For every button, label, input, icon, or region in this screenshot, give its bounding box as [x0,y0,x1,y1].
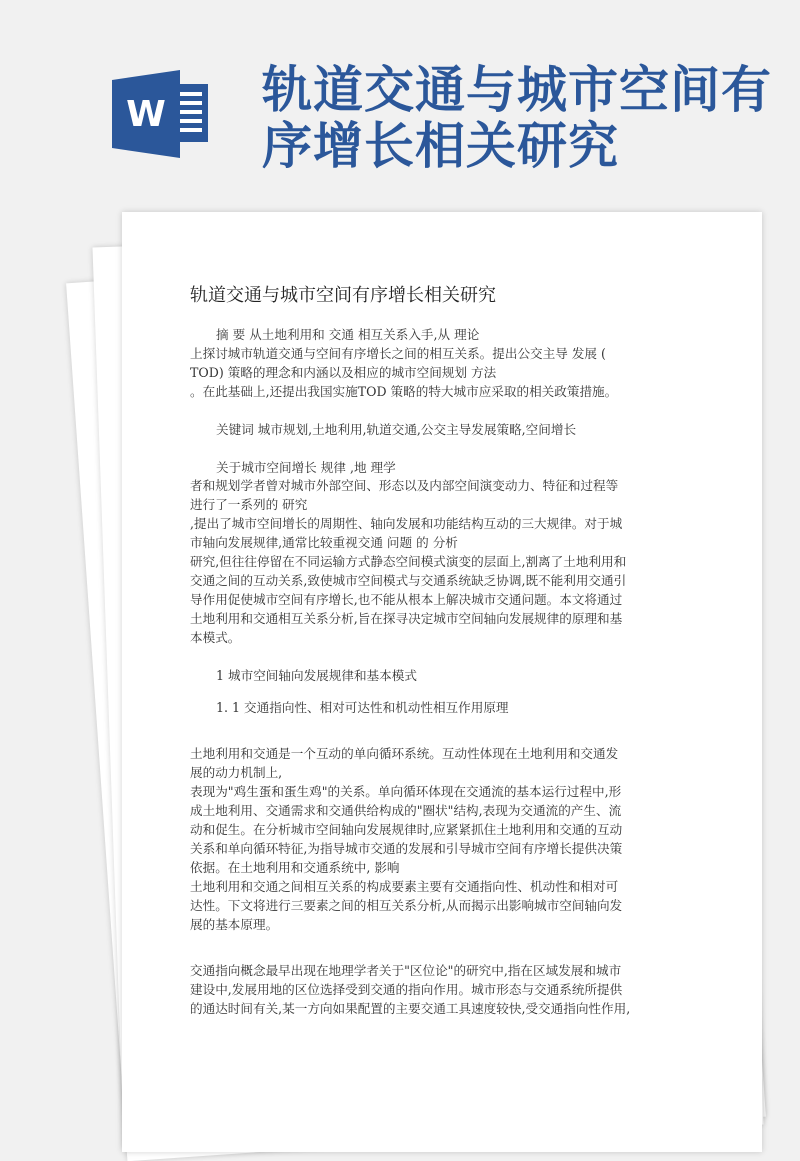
text-line: 者和规划学者曾对城市外部空间、形态以及内部空间演变动力、特征和过程等 [190,478,619,494]
text-line: 展的动力机制上, [190,765,283,781]
header-title: 轨道交通与城市空间有序增长相关研究 [262,60,772,175]
text-line: 表现为"鸡生蛋和蛋生鸡"的关系。单向循环体现在交通流的基本运行过程中,形 [190,784,622,800]
text-line: 上探讨城市轨道交通与空间有序增长之间的相互关系。提出公交主导 发展 ( [190,345,606,361]
paragraph-2 [190,962,650,1019]
text-line: 导作用促使城市空间有序增长,也不能从根本上解决城市交通问题。本文将通过 [190,591,623,607]
text-line: 关系和单向循环特征,为指导城市交通的发展和引导城市空间有序增长提供决策 [190,840,623,856]
word-document-icon [112,70,212,158]
abstract [190,326,650,402]
text-line: 交通之间的互动关系,致使城市空间模式与交通系统缺乏协调,既不能利用交通引 [190,572,627,588]
text-line: 依据。在土地利用和交通系统中, 影响 [190,859,400,875]
text-line: 动和促生。在分析城市空间轴向发展规律时,应紧紧抓住土地利用和交通的互动 [190,822,623,838]
text-line: 进行了一系列的 研究 [190,497,308,513]
text-line: TOD) 策略的理念和内涵以及相应的城市空间规划 方法 [190,364,497,380]
svg-text:W: W [126,94,166,135]
text-line: 研究,但往往停留在不同运输方式静态空间模式演变的层面上,割离了土地利用和 [190,554,627,570]
keywords: 关键词 城市规划,土地利用,轨道交通,公交主导发展策略,空间增长 [216,421,577,437]
text-line: 。在此基础上,还提出我国实施TOD 策略的特大城市应采取的相关政策措施。 [190,383,618,399]
text-line: 土地利用和交通相互关系分析,旨在探寻决定城市空间轴向发展规律的原理和基 [190,610,623,626]
text-line: 交通指向概念最早出现在地理学者关于"区位论"的研究中,指在区域发展和城市 [190,963,622,979]
text-line: 摘 要 从土地利用和 交通 相互关系入手,从 理论 [216,327,480,342]
section-heading-1: 1 城市空间轴向发展规律和基本模式 [216,667,417,683]
text-line: ,提出了城市空间增长的周期性、轴向发展和功能结构互动的三大规律。对于城 [190,516,623,532]
document-body [190,284,650,1019]
text-line: 达性。下文将进行三要素之间的相互关系分析,从而揭示出影响城市空间轴向发 [190,897,623,913]
text-line: 的通达时间有关,某一方向如果配置的主要交通工具速度较快,受交通指向性作用, [190,1001,631,1017]
text-line: 土地利用和交通是一个互动的单向循环系统。互动性体现在土地利用和交通发 [190,746,619,762]
text-line: 关于城市空间增长 规律 ,地 理学 [216,459,396,475]
intro-paragraph [190,459,650,648]
section-heading-1-1: 1. 1 交通指向性、相对可达性和机动性相互作用原理 [216,699,509,715]
text-line: 成土地利用、交通需求和交通供给构成的"圈状"结构,表现为交通流的产生、流 [190,803,622,819]
paragraph-1 [190,745,650,934]
text-line: 展的基本原理。 [190,916,279,932]
text-line: 土地利用和交通之间相互关系的构成要素主要有交通指向性、机动性和相对可 [190,878,619,894]
text-line: 建设中,发展用地的区位选择受到交通的指向作用。城市形态与交通系统所提供 [190,982,623,998]
document-title: 轨道交通与城市空间有序增长相关研究 [190,285,496,306]
text-line: 本模式。 [190,629,241,645]
text-line: 市轴向发展规律,通常比较重视交通 问题 的 分析 [190,535,458,551]
